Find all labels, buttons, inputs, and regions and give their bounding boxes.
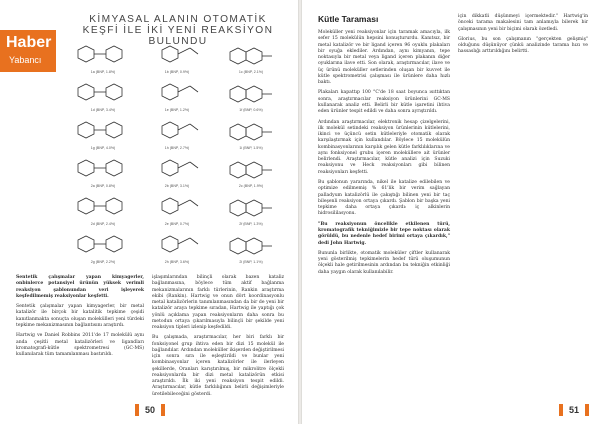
lead-paragraph: Sentetik çalışmalar yapan kimyagerler, onbinlerce potansiyel ürünün yüksek verimli reaksiyon şablonundan veri işleyerek keşfedilmemiş reaksiyonlar keşfetti. [16, 275, 144, 299]
compound-label: 1f (BNP, 0.6%) [239, 108, 263, 112]
molecule-drawing [214, 154, 288, 184]
compound-structure [214, 116, 288, 154]
compound-structure [140, 192, 214, 230]
compound-structure [214, 230, 288, 268]
news-badge [0, 30, 56, 72]
paragraph: Bu şablonun yararında, nikel ile katalize edilebilen ve optimize edilmemiş % 61'lik bir verim sağlayan palladyum katalizörlü ile çakıştığı bilinen yeni bir taç bileşenli reaksiyon ortaya çıkardı. Şablon bir başka yeni tepkime daha ortaya çıkardı: iç alkinlerin hidrosililasyonu. [318, 180, 450, 217]
right-page [302, 0, 600, 424]
badge-subtitle: Yabancı [9, 55, 42, 65]
molecule-drawing [140, 116, 214, 146]
molecule-drawing [214, 192, 288, 222]
compound-structure [66, 116, 140, 154]
compound-label: 1e (BNP, 1.2%) [164, 108, 190, 112]
molecule-drawing [140, 154, 214, 184]
paragraph: Bununla birlikte, otomatik moleküler çiftler kullanarak yeni gösterilmiş tepkimelerin hedef türü oluşumunun ölçekli hale getirilmesinin ardından bu tekniğin etkinliği daha yaygın olarak kullanılabilir. [318, 250, 450, 275]
molecule-drawing [214, 78, 288, 108]
molecule-drawing [66, 192, 140, 222]
molecule-drawing [140, 40, 214, 70]
compound-label: 2b (BNP, 3.1%) [164, 184, 190, 188]
molecule-drawing [66, 230, 140, 260]
compound-structure [66, 40, 140, 78]
compound-figure [66, 40, 288, 272]
paragraph: Hartwig ve Daniel Robbins 2011'de 17 molekülü aynı anda çeşitli metal katalizörleri ve ligandları kromatografi-kütle spektrometresi (GC-MS) kullanılarak tüm tamamlanması bastırıldı. [16, 333, 144, 358]
molecule-drawing [140, 78, 214, 108]
paragraph: işlaşımlarından bilinçli olarak bazen kataliz bağlanmasına, böylece tüm aktif bağlanma mekanizmalarının farklı türlerinin, Rankin araştırma ekibi (Rankin). Hartwig ve onun dört koordinasyonlu metal katalizörlerin tanımlanmasından da bir de yeni bir katalizör araya tepkime sıradan, Hartwig ile yaptığı çok yönlü açıklama yapan reaksiyonların daha sonra bu metodun ortaya çıkarılmasıyla bilinçli bir şekilde yeni reaksiyon tipleri izlenip keşfedildi. [152, 275, 284, 330]
paragraph: Glorius, bu son çalışmanın "gerçekten gelişmiş" olduğunu düşünüyor çünkü analizinde tarama hızı ve hassaslığı arttırıldığını belirtti. [458, 36, 588, 55]
molecule-drawing [214, 230, 288, 260]
molecule-drawing [66, 154, 140, 184]
compound-structure [66, 154, 140, 192]
compound-label: 2e (BNP, 0.7%) [164, 222, 190, 226]
compound-structure [66, 230, 140, 268]
paragraph: için dikkatli düşünmeyi içermektedir." Hartwig'in önceki tarama makalesini tam anlamıyla bilerek bir çalışmasının yeni bir biçimi olarak özetledi. [458, 14, 588, 32]
compound-label: 1g (BNP, 4.0%) [90, 146, 116, 150]
left-column-2 [152, 275, 284, 402]
molecule-drawing [66, 78, 140, 108]
article-title: KİMYASAL ALANIN OTOMATİK KEŞFİ İLE İKİ YENİ REAKSİYON BULUNDU [82, 14, 274, 47]
molecule-drawing [214, 116, 288, 146]
compound-label: 2h (BNP, 3.6%) [164, 260, 190, 264]
compound-label: 2c (BNP, 1.9%) [238, 184, 264, 188]
badge-title: Haber [6, 34, 52, 51]
molecule-drawing [66, 40, 140, 70]
compound-label: 1c (BNP, 2.1%) [238, 70, 264, 74]
molecule-drawing [140, 230, 214, 260]
page-number-right: 51 [564, 404, 584, 416]
compound-label: 2a (BNP, 0.8%) [90, 184, 116, 188]
compound-label: 2f (BNP, 1.3%) [239, 222, 263, 226]
paragraph: Bu çalışmada, araştırmacılar, her biri farklı bir fonksiyonel grup ihtiva eden bir dizi 15 molekül ile bağlandılar. Ardından moleküller ikişerden değiştirilmesi için sonra sıra ile eşleştirildi ve bunlar yeni kombinasyonlar içeren katalizörler ile ilerleyen şekillerde, Oranları karıştırılmış, bir mikrolitre ölçekli reaksiyonlarda bir dizi metal katalizörün etkisi araştırıldı. İlk iki yeni reaksiyon tespit edildi. Araştırmacılar, kütle farklılığının belirli değişimleriyle üretilebileceğini gösterdi. [152, 335, 284, 397]
right-column-1 [318, 30, 450, 280]
compound-label: 2d (BNP, 2.4%) [90, 222, 116, 226]
compound-structure [140, 116, 214, 154]
molecule-drawing [66, 116, 140, 146]
compound-label: 1b (BNP, 0.9%) [164, 70, 190, 74]
molecule-drawing [140, 192, 214, 222]
compound-structure [214, 154, 288, 192]
compound-label: 1d (BNP, 3.4%) [90, 108, 116, 112]
compound-label: 2g (BNP, 2.2%) [90, 260, 116, 264]
compound-structure [66, 192, 140, 230]
quote: "Bu reaksiyonun öncelikle etkilenen türü, kromatografik tekniğimizle bir tepe noktası olarak görüldü, bu nedenle hedef birimi ortaya çıkardık," dedi John Hartwig. [318, 221, 450, 246]
compound-label: 2i (BNP, 1.1%) [239, 260, 263, 264]
compound-structure [66, 78, 140, 116]
compound-structure [140, 154, 214, 192]
compound-label: 1a (BNP, 1.8%) [90, 70, 116, 74]
compound-structure [140, 78, 214, 116]
left-column-1 [16, 275, 144, 363]
compound-structure [214, 192, 288, 230]
compound-structure [140, 230, 214, 268]
left-page [0, 0, 298, 424]
paragraph: Moleküller yeni reaksiyonlar için taramak amacıyla, ilk sefer 15 molekülün hepsini konuştururdu. Kanıtsız, bir metal katalizör ve bir ligand içeren 96 oyuklu plakaları bir oyuğa eklediler. Ardından, aynı kimyanın, tepe noktasıyla bir metal veya ligand içeren plakanın diğer oyuklarına ilave etti. Son olarak, araştırmacılar, ilave ve üç ürünü moleküller setlerinden oluşan bir kuvvet ile kütle spektrometrisi çalışması ile ürünlere daha hızlı baktı. [318, 30, 450, 85]
paragraph: Sentetik çalışmalar yapan kimyagerler, bir metal katalizör ile birçok bir katalitik tepkime çeşidi kanıtlanmakta sonuçta oluşan molekülleri yeni türdeki tepkime mekanizmasının bağlantısını araştırdı. [16, 304, 144, 328]
paragraph: Ardından araştırmacılar, elektronik hesap çizelgelerini, ilk molekül setindeki reaksiyon ürünlerinin kütlelerini, ikinci ve üçüncü setin kütleleriyle otomatik olarak karşılaştırmak için kullandılar. Böylece 15 molekülün kombinasyonlarının karşılık gelen kütle farklılıklarına ve aynı fonksiyonel grubu içeren moleküllere ait ürünler belirlendi. Araştırmacılar, kütle analizi için Suzuki reaksiyonu ve Heck reaksiyonları gibi bilinen reaksiyonları keşfetti. [318, 119, 450, 175]
right-column-2 [458, 14, 588, 60]
compound-structure [214, 40, 288, 78]
compound-structure [214, 78, 288, 116]
page-number-left: 50 [140, 404, 160, 416]
paragraph: Plakaları kapattıp 100 °C'de 18 saat boyunca ısıttıktan sonra, araştırmacılar reaksiyon ürünlerini GC-MS kullanarak analiz etti. Belirli bir kütle işaretini ihtiva eden ürünler tespit edildi ve daha sonra ayrıştırıldı. [318, 90, 450, 115]
section-heading: Kütle Taraması [318, 14, 379, 24]
molecule-drawing [214, 40, 288, 70]
compound-structure [140, 40, 214, 78]
compound-label: 1h (BNP, 2.7%) [164, 146, 190, 150]
compound-label: 1i (BNP, 1.5%) [239, 146, 263, 150]
